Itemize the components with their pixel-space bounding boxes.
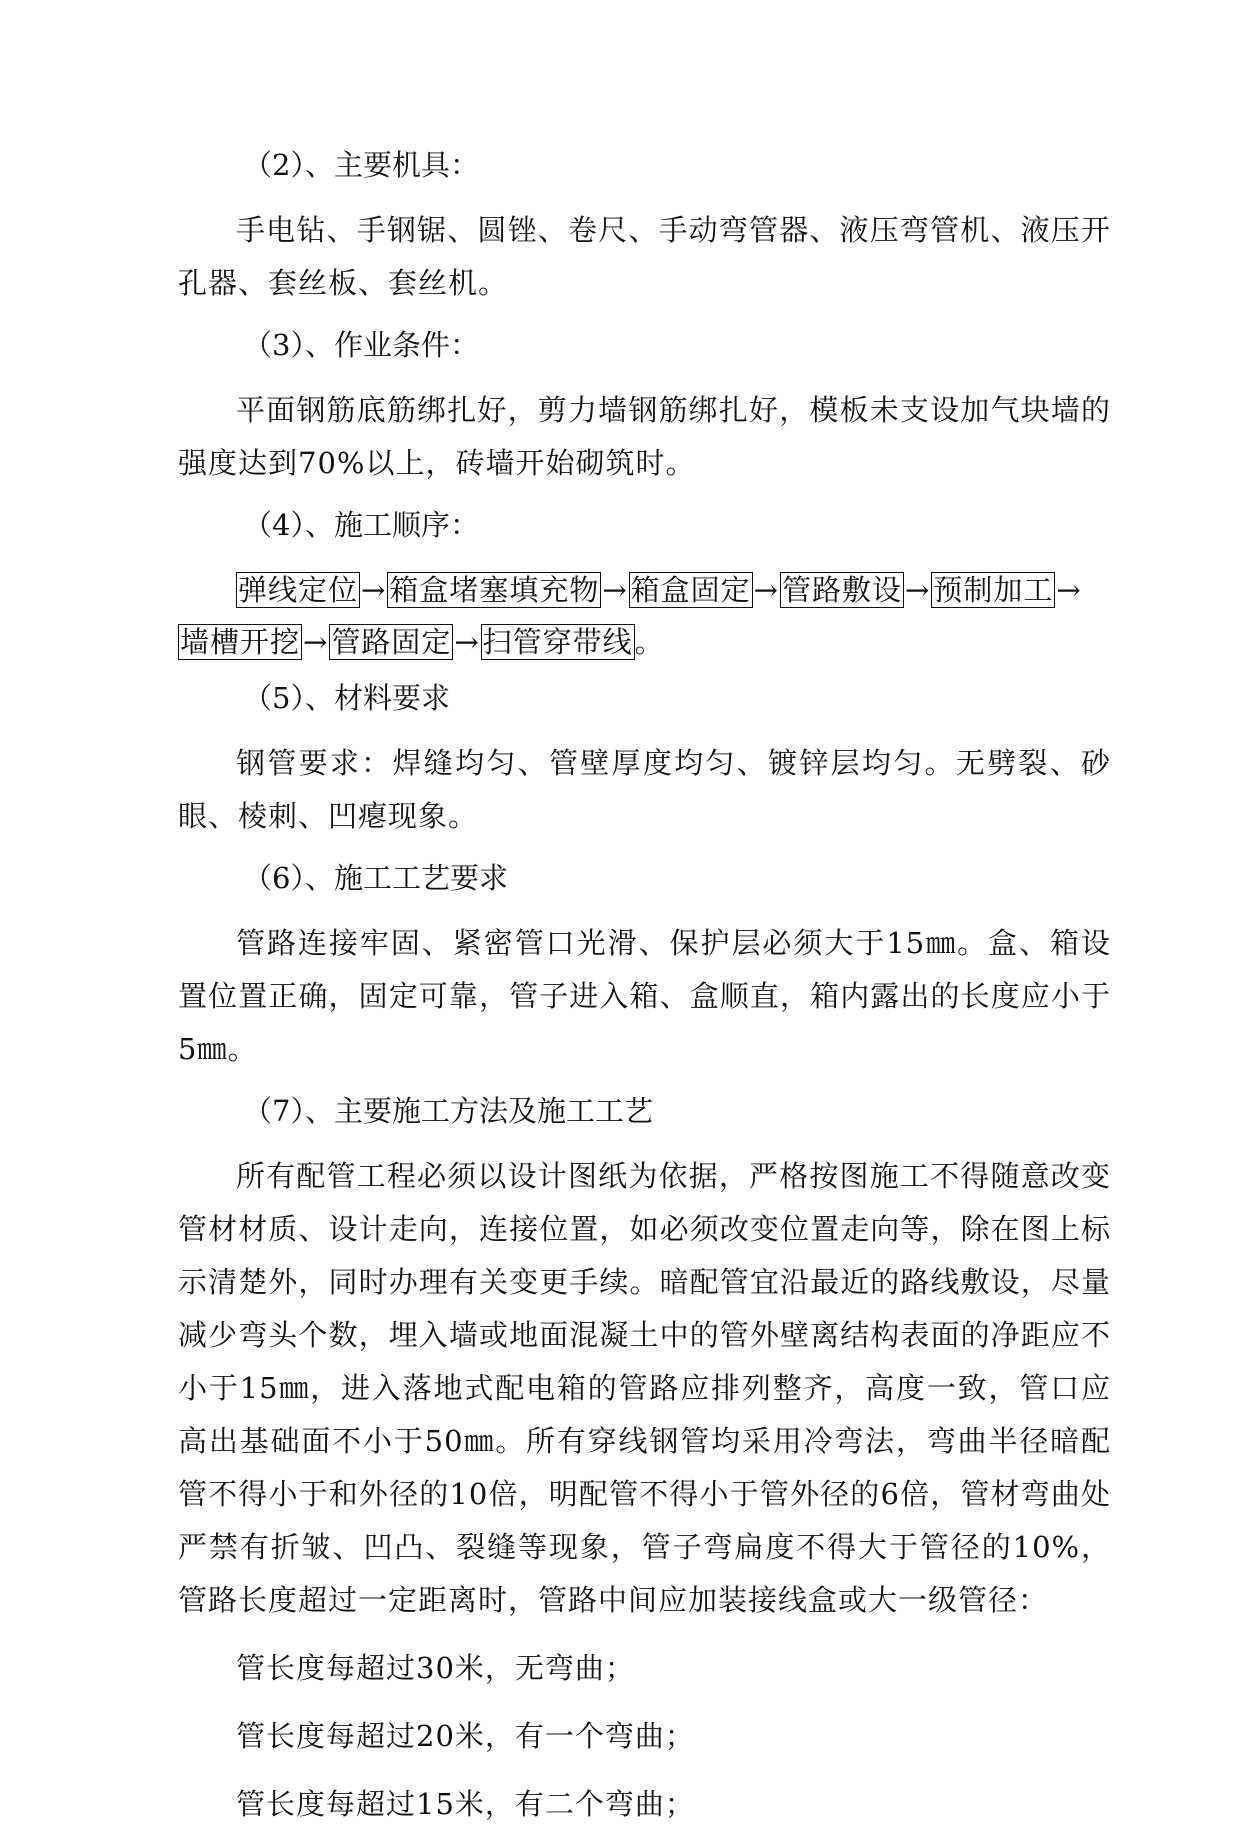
pipe-length-rule: 管长度每超过15米，有二个弯曲； (236, 1787, 695, 1821)
materials-text: 钢管要求：焊缝均匀、管壁厚度均匀、镀锌层均匀。无劈裂、砂眼、棱刺、凹瘪现象。 (178, 746, 1111, 833)
sequence-step: 预制加工 (933, 573, 1054, 607)
arrow-icon: → (303, 625, 329, 659)
sequence-step: 扫管穿带线 (482, 625, 633, 659)
sequence-step: 箱盒固定 (630, 573, 751, 607)
arrow-icon: → (602, 573, 628, 607)
tools-text: 手电钻、手钢锯、圆锉、卷尺、手动弯管器、液压弯管机、液压开孔器、套丝板、套丝机。 (178, 213, 1111, 300)
arrow-icon: → (454, 625, 480, 659)
sequence-end-mark: 。 (634, 625, 665, 659)
section-heading-tools: （2）、主要机具： (243, 148, 479, 182)
pipe-length-rule: 管长度每超过20米，有一个弯曲； (236, 1719, 695, 1753)
sequence-step: 管路敷设 (781, 573, 902, 607)
pipe-length-rule: 管长度每超过30米，无弯曲； (236, 1651, 635, 1685)
sequence-step: 箱盒堵塞填充物 (389, 573, 600, 607)
section-heading-methods: （7）、主要施工方法及施工工艺 (243, 1094, 653, 1128)
methods-text: 所有配管工程必须以设计图纸为依据，严格按图施工不得随意改变管材材质、设计走向，连接位置，如必须改变位置走向等，除在图上标示清楚外，同时办理有关变更手续。暗配管宜沿最近的路线敷设，尽量减少弯头个数，埋入墙或地面混凝土中的管外壁离结构表面的净距应不小于15㎜，进入落地式配电箱的管路应排列整齐，高度一致，管口应高出基础面不小于50㎜。所有穿线钢管均采用冷弯法，弯曲半径暗配管不得小于和外径的10倍，明配管不得小于管外径的6倍，管材弯曲处严禁有折皱、凹凸、裂缝等现象，管子弯扁度不得大于管径的10%，管路长度超过一定距离时，管路中间应加装接线盒或大一级管径： (178, 1159, 1111, 1617)
conditions-text: 平面钢筋底筋绑扎好，剪力墙钢筋绑扎好，模板未支设加气块墙的强度达到70%以上，砖墙开始砌筑时。 (178, 393, 1111, 480)
arrow-icon: → (361, 573, 387, 607)
section-heading-materials: （5）、材料要求 (243, 681, 450, 715)
sequence-step: 管路固定 (331, 625, 452, 659)
arrow-icon: → (753, 573, 779, 607)
section-heading-conditions: （3）、作业条件： (243, 328, 479, 362)
section-heading-sequence: （4）、施工顺序： (243, 508, 479, 542)
process-requirements-text: 管路连接牢固、紧密管口光滑、保护层必须大于15㎜。盒、箱设置位置正确，固定可靠，管子进入箱、盒顺直，箱内露出的长度应小于5㎜。 (178, 926, 1111, 1066)
arrow-icon: → (905, 573, 931, 607)
arrow-icon: → (1056, 573, 1082, 607)
construction-sequence-flow (178, 564, 1111, 668)
sequence-step: 墙槽开挖 (180, 625, 301, 659)
sequence-step: 弹线定位 (238, 573, 359, 607)
section-heading-process: （6）、施工工艺要求 (243, 861, 508, 895)
